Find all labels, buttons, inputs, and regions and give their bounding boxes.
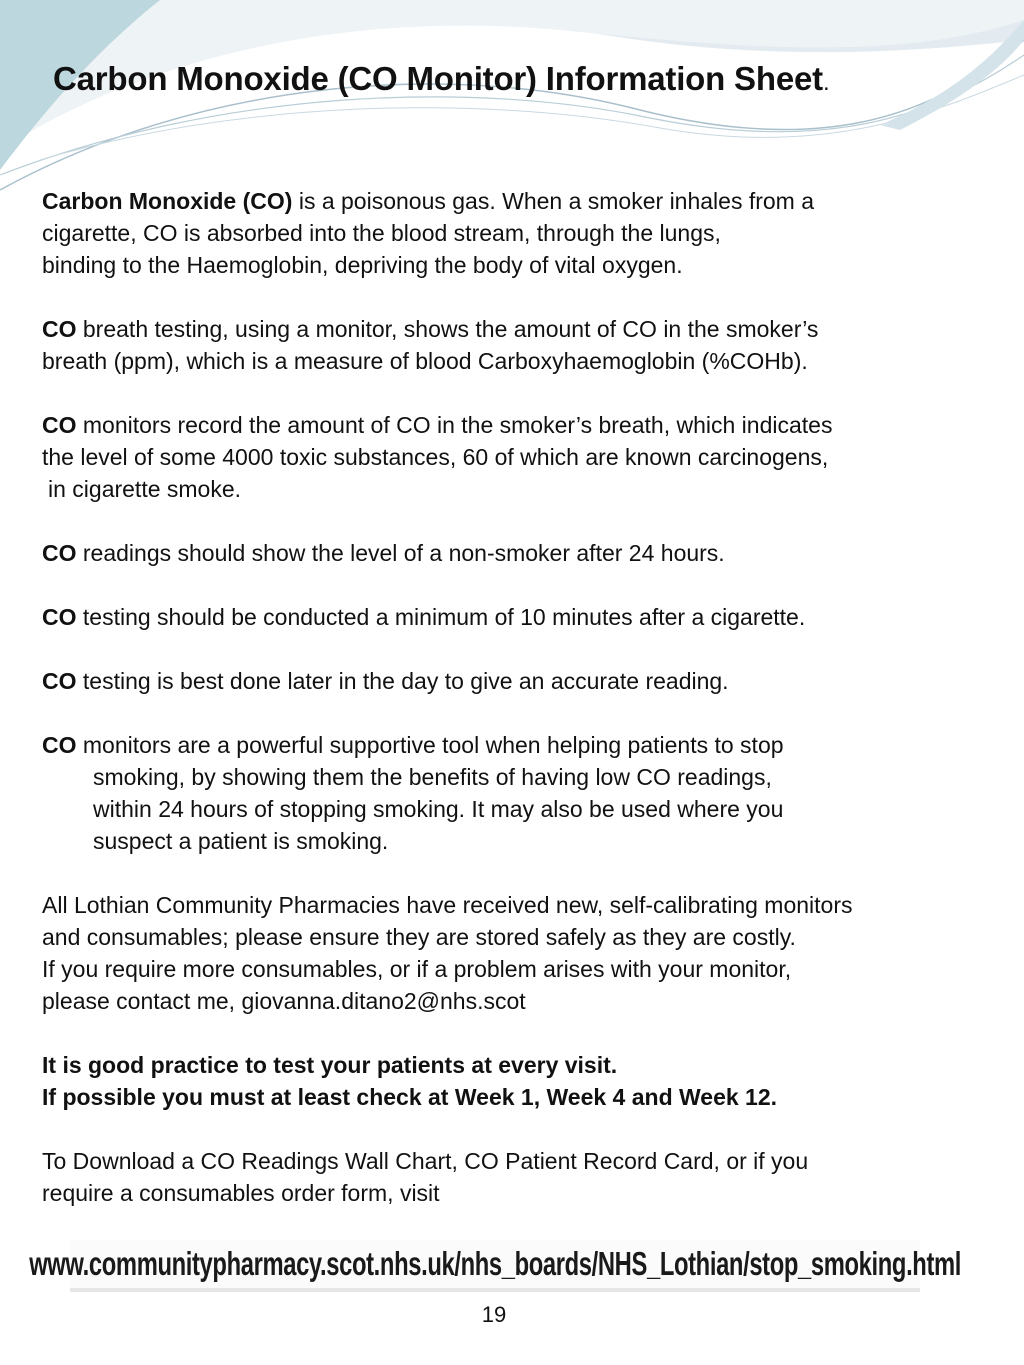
stop-smoking-url-link[interactable]: www.communitypharmacy.scot.nhs.uk/nhs_boards/NHS_Lothian/stop_smoking.html <box>29 1245 961 1282</box>
text-line: All Lothian Community Pharmacies have received new, self-calibrating monitors <box>42 892 853 918</box>
line-text: breath testing, using a monitor, shows the amount of CO in the smoker’s <box>76 316 819 342</box>
text-line: in cigarette smoke. <box>48 476 242 502</box>
line-text: testing is best done later in the day to give an accurate reading. <box>76 668 729 694</box>
text-line <box>42 665 992 697</box>
text-line: cigarette, CO is absorbed into the blood stream, through the lungs, <box>42 220 721 246</box>
paragraph-readings-24h <box>42 537 992 569</box>
page-title-text: Carbon Monoxide (CO Monitor) Information Sheet <box>53 60 823 97</box>
paragraph-testing-10min <box>42 601 992 633</box>
bold-lead: CO <box>42 316 77 342</box>
text-line: If you require more consumables, or if a problem arises with your monitor, <box>42 956 792 982</box>
bold-lead: CO <box>42 604 77 630</box>
page-title-dot: . <box>822 69 830 96</box>
line-text: readings should show the level of a non-smoker after 24 hours. <box>76 540 725 566</box>
bold-lead: Carbon Monoxide (CO) <box>42 188 293 214</box>
paragraph-testing-later <box>42 665 992 697</box>
text-line: smoking, by showing them the benefits of having low CO readings, <box>93 764 772 790</box>
bold-lead: CO <box>42 732 77 758</box>
paragraph-supportive-tool <box>42 729 992 857</box>
text-line: If possible you must at least check at Week 1, Week 4 and Week 12. <box>42 1084 778 1110</box>
paragraph-monitors-record <box>42 409 992 505</box>
url-banner[interactable] <box>29 1240 961 1292</box>
text-line <box>42 537 992 569</box>
bold-lead: CO <box>42 540 77 566</box>
line-text: monitors are a powerful supportive tool when helping patients to stop <box>76 732 784 758</box>
text-line: suspect a patient is smoking. <box>93 828 389 854</box>
text-line <box>42 185 992 217</box>
text-line: within 24 hours of stopping smoking. It may also be used where you <box>93 796 784 822</box>
text-line: and consumables; please ensure they are stored safely as they are costly. <box>42 924 796 950</box>
paragraph-breath-testing <box>42 313 992 377</box>
text-line <box>42 601 992 633</box>
bold-lead: CO <box>42 668 77 694</box>
text-line <box>42 409 992 441</box>
text-line: breath (ppm), which is a measure of blood Carboxyhaemoglobin (%COHb). <box>42 348 808 374</box>
line-text: testing should be conducted a minimum of 10 minutes after a cigarette. <box>76 604 806 630</box>
page-title <box>53 60 829 98</box>
text-line <box>42 729 992 761</box>
text-line: binding to the Haemoglobin, depriving the body of vital oxygen. <box>42 252 683 278</box>
paragraph-pharmacies-monitors <box>42 889 992 1017</box>
paragraph-good-practice <box>42 1049 992 1113</box>
line-text: is a poisonous gas. When a smoker inhales from a <box>292 188 815 214</box>
text-line: It is good practice to test your patients at every visit. <box>42 1052 618 1078</box>
text-line <box>42 313 992 345</box>
paragraph-co-definition <box>42 185 992 281</box>
text-line-contact-email: please contact me, giovanna.ditano2@nhs.scot <box>42 988 526 1014</box>
text-line: To Download a CO Readings Wall Chart, CO Patient Record Card, or if you <box>42 1148 809 1174</box>
line-text: monitors record the amount of CO in the smoker’s breath, which indicates <box>76 412 833 438</box>
header-swoosh-decoration <box>0 0 1024 200</box>
bold-lead: CO <box>42 412 77 438</box>
page-number: 19 <box>481 1302 507 1327</box>
text-line: require a consumables order form, visit <box>42 1180 440 1206</box>
info-content <box>42 185 992 1241</box>
text-line: the level of some 4000 toxic substances, 60 of which are known carcinogens, <box>42 444 829 470</box>
paragraph-download <box>42 1145 992 1209</box>
